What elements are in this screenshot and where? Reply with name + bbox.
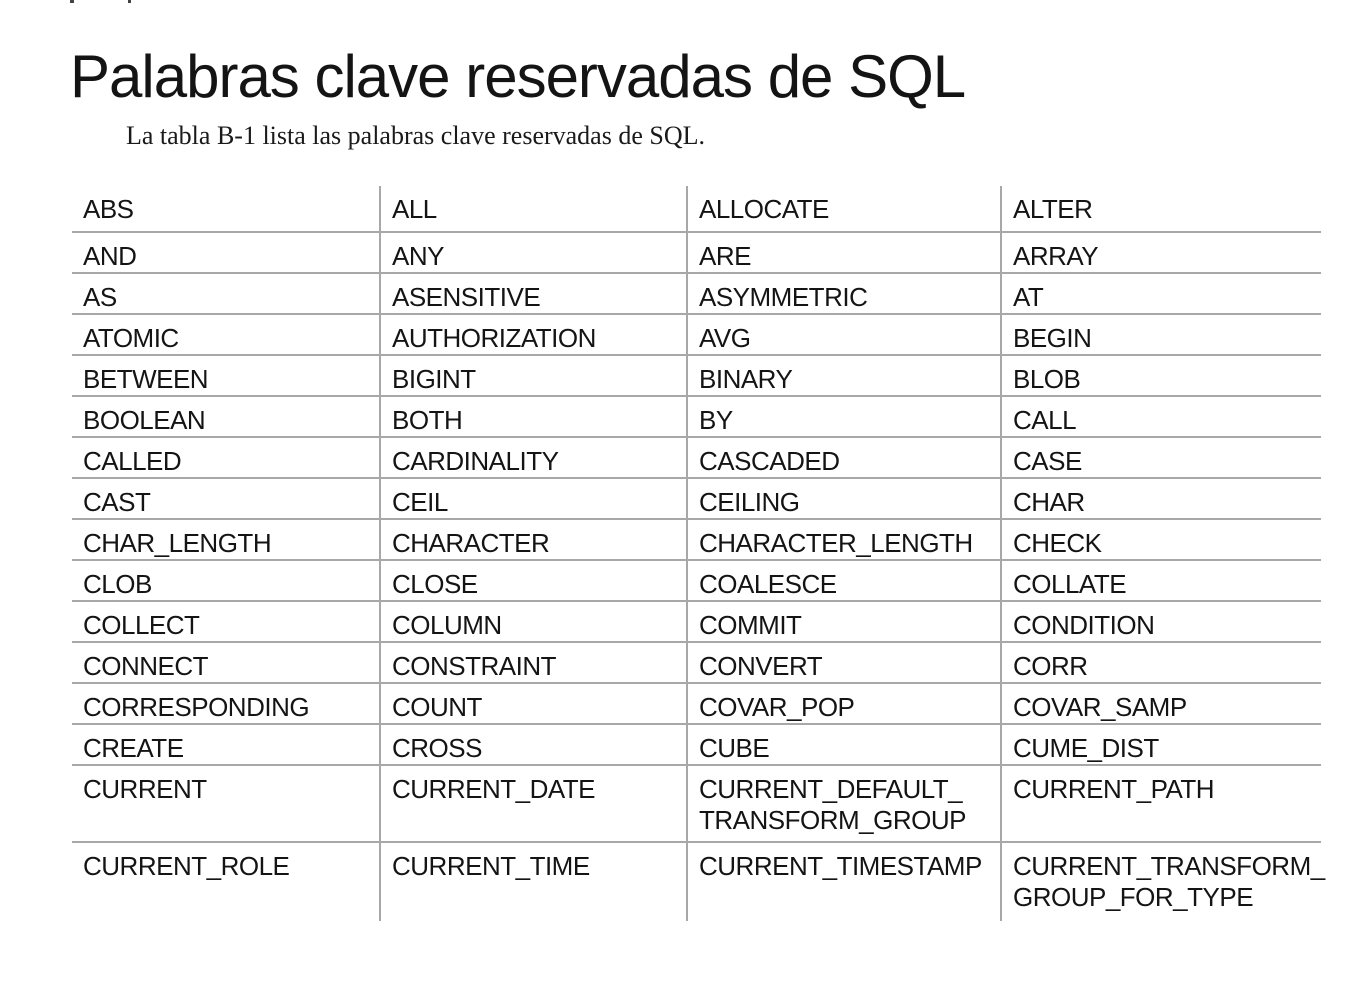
- keyword-cell: CUME_DIST: [1001, 724, 1321, 765]
- keyword-cell: CHARACTER: [380, 519, 687, 560]
- table-row: [72, 186, 1321, 232]
- keyword-cell: BLOB: [1001, 355, 1321, 396]
- table-row: [72, 642, 1321, 683]
- keyword-cell: CORR: [1001, 642, 1321, 683]
- table-row: [72, 519, 1321, 560]
- keyword-cell: CEIL: [380, 478, 687, 519]
- table-row: [72, 396, 1321, 437]
- keyword-cell: CONNECT: [72, 642, 380, 683]
- keyword-cell: CHAR_LENGTH: [72, 519, 380, 560]
- keyword-cell: CASCADED: [687, 437, 1001, 478]
- keyword-cell: CAST: [72, 478, 380, 519]
- keyword-cell: CLOSE: [380, 560, 687, 601]
- keyword-cell: COVAR_SAMP: [1001, 683, 1321, 724]
- keyword-cell: ATOMIC: [72, 314, 380, 355]
- keyword-cell: COLLECT: [72, 601, 380, 642]
- keyword-cell: COUNT: [380, 683, 687, 724]
- table-row: [72, 724, 1321, 765]
- table-row: [72, 765, 1321, 842]
- table-row: [72, 355, 1321, 396]
- keyword-cell: CURRENT: [72, 765, 380, 842]
- table-row: [72, 273, 1321, 314]
- keyword-cell: BETWEEN: [72, 355, 380, 396]
- keyword-cell: ASYMMETRIC: [687, 273, 1001, 314]
- keyword-cell: COMMIT: [687, 601, 1001, 642]
- keyword-cell: ABS: [83, 194, 134, 224]
- keyword-cell: ASENSITIVE: [380, 273, 687, 314]
- keyword-cell: BOOLEAN: [72, 396, 380, 437]
- keyword-cell: ARRAY: [1001, 232, 1321, 273]
- keyword-cell: CURRENT_TRANSFORM_ GROUP_FOR_TYPE: [1001, 842, 1321, 921]
- keyword-cell: BEGIN: [1001, 314, 1321, 355]
- keyword-cell: CROSS: [380, 724, 687, 765]
- table-row: [72, 314, 1321, 355]
- page-title: Palabras clave reservadas de SQL: [70, 43, 966, 110]
- reserved-keywords-table: [72, 186, 1325, 921]
- keyword-cell: CEILING: [687, 478, 1001, 519]
- keyword-cell: COLLATE: [1001, 560, 1321, 601]
- keyword-cell: CURRENT_DATE: [380, 765, 687, 842]
- table-row: [72, 478, 1321, 519]
- keyword-cell: CONSTRAINT: [380, 642, 687, 683]
- keyword-cell: AT: [1001, 273, 1321, 314]
- keyword-cell: BINARY: [687, 355, 1001, 396]
- keyword-cell: CUBE: [687, 724, 1001, 765]
- keyword-cell: CURRENT_PATH: [1001, 765, 1321, 842]
- table-row: [72, 683, 1321, 724]
- keyword-cell: CARDINALITY: [380, 437, 687, 478]
- page-top-marks: [70, 0, 130, 6]
- table-row: [72, 842, 1321, 921]
- keyword-cell: ANY: [380, 232, 687, 273]
- keyword-cell: ALL: [380, 186, 687, 232]
- keyword-cell: BOTH: [380, 396, 687, 437]
- keyword-cell: AND: [72, 232, 380, 273]
- keyword-cell: ALTER: [1001, 186, 1321, 232]
- keyword-cell: CLOB: [72, 560, 380, 601]
- table-row: [72, 560, 1321, 601]
- keyword-cell: CHARACTER_LENGTH: [687, 519, 1001, 560]
- keyword-cell: AVG: [687, 314, 1001, 355]
- table-row: [72, 232, 1321, 273]
- keyword-cell: AS: [72, 273, 380, 314]
- keyword-cell: ALLOCATE: [687, 186, 1001, 232]
- table-row: [72, 437, 1321, 478]
- keyword-cell: CURRENT_TIMESTAMP: [687, 842, 1001, 921]
- keyword-cell: ARE: [687, 232, 1001, 273]
- keyword-cell: CHAR: [1001, 478, 1321, 519]
- keyword-cell: CURRENT_TIME: [380, 842, 687, 921]
- keyword-cell: CURRENT_DEFAULT_ TRANSFORM_GROUP: [687, 765, 1001, 842]
- top-mark-dot: [128, 0, 131, 3]
- table-row: [72, 601, 1321, 642]
- keyword-cell: CONVERT: [687, 642, 1001, 683]
- keyword-cell: CURRENT_ROLE: [72, 842, 380, 921]
- keyword-cell: BIGINT: [380, 355, 687, 396]
- keyword-cell: CREATE: [72, 724, 380, 765]
- keyword-cell: CALLED: [72, 437, 380, 478]
- top-mark-dot: [70, 0, 74, 3]
- keyword-cell: CORRESPONDING: [72, 683, 380, 724]
- keyword-cell: COALESCE: [687, 560, 1001, 601]
- keyword-cell: CASE: [1001, 437, 1321, 478]
- keyword-cell: CHECK: [1001, 519, 1321, 560]
- keyword-cell: COVAR_POP: [687, 683, 1001, 724]
- keyword-cell: CALL: [1001, 396, 1321, 437]
- intro-paragraph: La tabla B-1 lista las palabras clave reservadas de SQL.: [126, 121, 705, 150]
- keyword-cell: BY: [687, 396, 1001, 437]
- keyword-cell: AUTHORIZATION: [380, 314, 687, 355]
- keyword-cell: CONDITION: [1001, 601, 1321, 642]
- keyword-cell: COLUMN: [380, 601, 687, 642]
